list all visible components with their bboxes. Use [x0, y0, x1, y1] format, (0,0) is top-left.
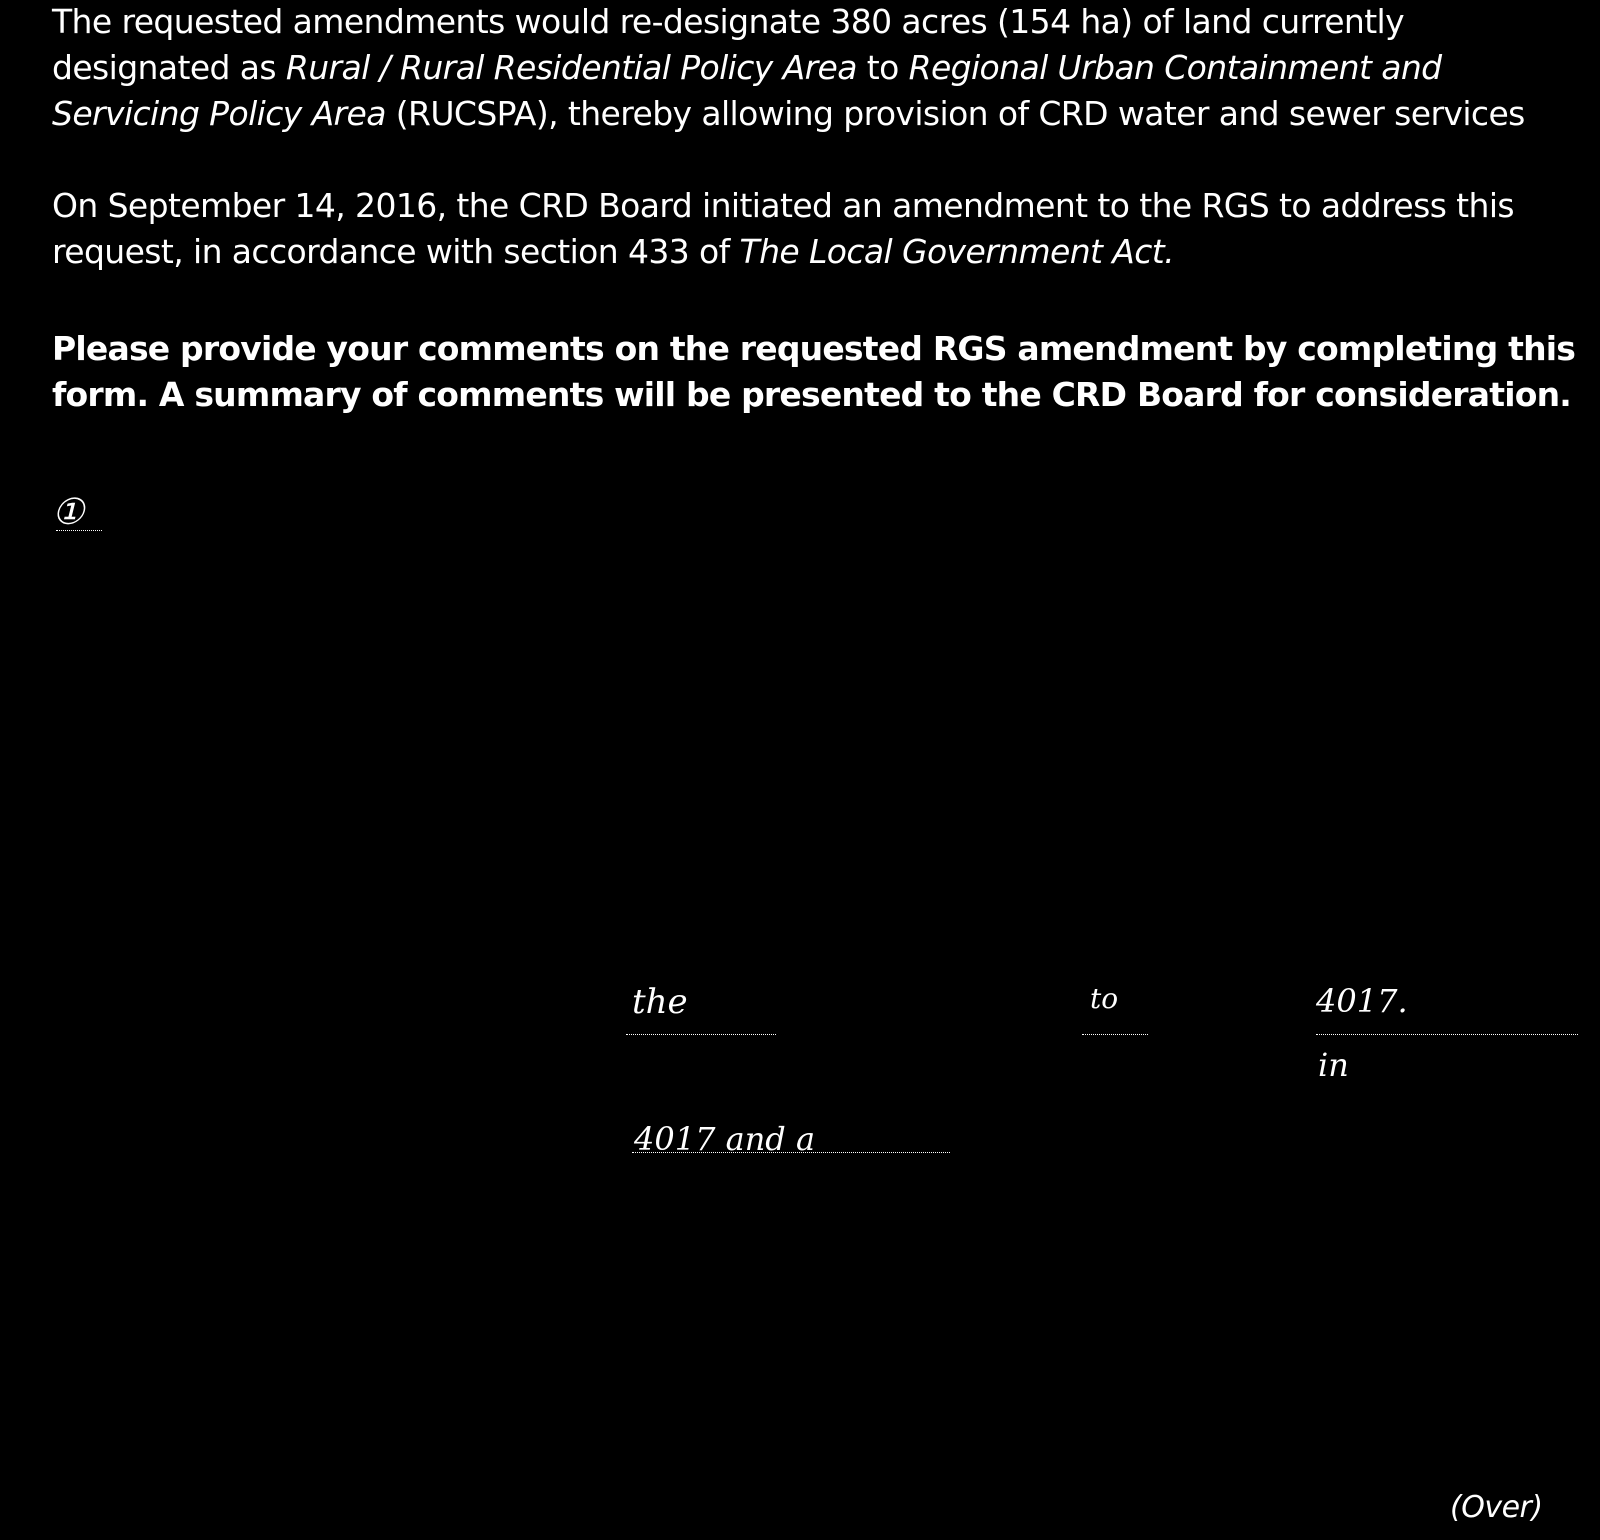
italic-policy-area-urban: Regional Urban Containment and	[908, 48, 1442, 87]
italic-policy-area-rural: Rural / Rural Residential Policy Area	[285, 48, 857, 87]
dotted-line	[1316, 1034, 1578, 1035]
page-turn-note: (Over)	[1450, 1490, 1543, 1525]
text-run: (RUCSPA), thereby allowing provision of CRD water and sewer services	[385, 94, 1525, 133]
handwritten-number-4017: 4017.	[1316, 982, 1408, 1020]
dotted-line	[626, 1034, 776, 1035]
paragraph-line	[52, 45, 1572, 91]
text-run: to	[856, 48, 909, 87]
handwritten-word-the: the	[632, 982, 688, 1022]
dotted-line	[1082, 1034, 1148, 1035]
paragraph-amendment-description	[52, 0, 1572, 137]
paragraph-comment-instructions	[52, 326, 1576, 418]
text-run: request, in accordance with section 433 of	[52, 232, 740, 271]
italic-policy-area-servicing: Servicing Policy Area	[52, 94, 386, 133]
paragraph-line: On September 14, 2016, the CRD Board initiated an amendment to the RGS to address this	[52, 186, 1514, 225]
paragraph-line	[52, 229, 1572, 275]
paragraph-board-initiation	[52, 183, 1572, 275]
handwritten-word-to: to	[1090, 982, 1119, 1015]
paragraph-line: form. A summary of comments will be presented to the CRD Board for consideration.	[52, 375, 1572, 414]
handwritten-word-in: in	[1318, 1046, 1349, 1084]
handwritten-circled-mark: ①	[52, 492, 85, 533]
handwritten-phrase-4017-and-a: 4017 and a	[634, 1120, 816, 1158]
paragraph-line	[52, 91, 1572, 137]
dotted-line	[632, 1152, 950, 1153]
paragraph-line: Please provide your comments on the requested RGS amendment by completing this	[52, 329, 1576, 368]
dotted-line	[56, 530, 102, 531]
text-run: designated as	[52, 48, 286, 87]
italic-act-title: The Local Government Act.	[739, 232, 1175, 271]
paragraph-line: The requested amendments would re-designate 380 acres (154 ha) of land currently	[52, 2, 1405, 41]
